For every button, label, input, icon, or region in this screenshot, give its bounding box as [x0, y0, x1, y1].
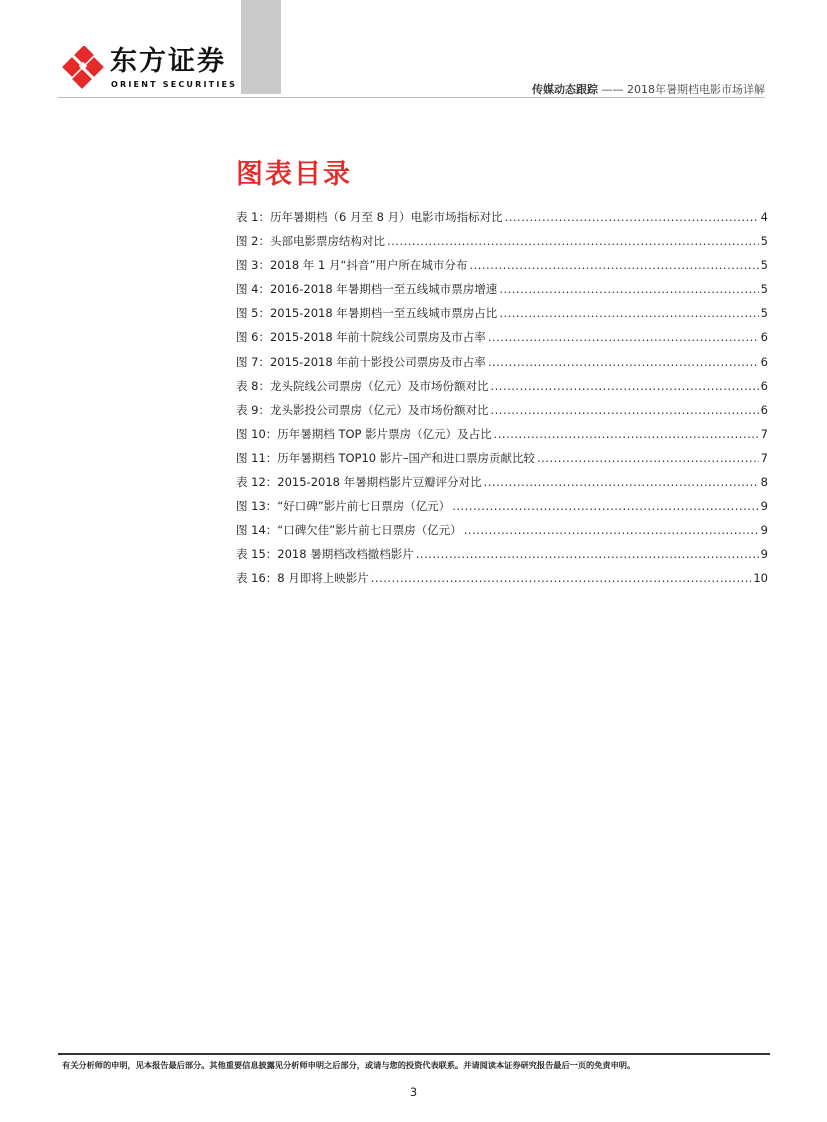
toc-entry-label: 图 6：2015-2018 年前十院线公司票房及市占率 — [236, 330, 486, 345]
toc-entry[interactable] — [236, 378, 768, 402]
header-report-title: 2018年暑期档电影市场详解 — [627, 83, 765, 96]
toc-entry-label: 图 2：头部电影票房结构对比 — [236, 234, 385, 249]
toc-dot-leader — [464, 523, 759, 537]
toc-entry-label: 表 12：2015-2018 年暑期档影片豆瓣评分对比 — [236, 475, 482, 490]
toc-entry[interactable] — [236, 233, 768, 257]
header-separator: —— — [601, 83, 624, 96]
toc-dot-leader — [484, 475, 759, 489]
toc-entry[interactable] — [236, 498, 768, 522]
toc-entry[interactable] — [236, 474, 768, 498]
toc-entry-page: 6 — [760, 330, 768, 345]
header-divider — [58, 97, 765, 98]
toc-entry-label: 表 9：龙头影投公司票房（亿元）及市场份额对比 — [236, 402, 489, 417]
footer-divider — [58, 1053, 770, 1055]
toc-entry-page: 6 — [760, 402, 768, 417]
toc-dot-leader — [499, 306, 758, 320]
footer-disclaimer: 有关分析师的申明，见本报告最后部分。其他重要信息披露见分析师申明之后部分，或请与您的投资代表联系。并请阅读本证券研究报告最后一页的免责申明。 — [62, 1060, 636, 1070]
toc-dot-leader — [469, 258, 758, 272]
toc-entry-page: 5 — [760, 234, 768, 249]
page-number: 3 — [409, 1085, 418, 1099]
toc-entry-label: 表 15：2018 暑期档改档撤档影片 — [236, 547, 414, 562]
toc-entry-label: 表 1：历年暑期档（6 月至 8 月）电影市场指标对比 — [236, 210, 503, 224]
toc-dot-leader — [371, 571, 752, 585]
toc-entry-label: 图 11：历年暑期档 TOP10 影片–国产和进口票房贡献比较 — [236, 450, 535, 465]
toc-dot-leader — [499, 282, 758, 296]
toc-entry[interactable] — [236, 354, 768, 378]
toc-entry-page: 5 — [760, 282, 768, 297]
toc-entry-page: 7 — [760, 450, 768, 465]
toc-entry-label: 表 8：龙头院线公司票房（亿元）及市场份额对比 — [236, 378, 489, 393]
toc-dot-leader — [387, 234, 759, 248]
toc-entry[interactable] — [236, 546, 768, 570]
toc-dot-leader — [488, 355, 759, 369]
toc-entry-page: 5 — [760, 258, 768, 273]
toc-entry-label: 表 16：8 月即将上映影片 — [236, 571, 369, 586]
toc-title: 图表目录 — [236, 159, 352, 190]
toc-entry[interactable] — [236, 305, 768, 329]
toc-dot-leader — [416, 547, 759, 561]
toc-entry-page: 9 — [760, 499, 768, 514]
toc-dot-leader — [488, 330, 759, 344]
toc-entry[interactable] — [236, 450, 768, 474]
toc-entry[interactable] — [236, 426, 768, 450]
toc-entry-page: 10 — [753, 571, 768, 586]
header-gray-bar — [241, 0, 281, 94]
toc-entry[interactable] — [236, 209, 768, 233]
toc-entry-label: 图 4：2016-2018 年暑期档一至五线城市票房增速 — [236, 282, 498, 297]
header-section: 传媒动态跟踪 — [532, 83, 598, 96]
toc-entry-label: 图 7：2015-2018 年前十影投公司票房及市占率 — [236, 354, 486, 369]
toc-entry-page: 9 — [760, 523, 768, 538]
logo-english-name: ORIENT SECURITIES — [111, 80, 238, 89]
toc-entry[interactable] — [236, 402, 768, 426]
toc-entry-page: 7 — [760, 426, 768, 441]
toc-entry-label: 图 10：历年暑期档 TOP 影片票房（亿元）及占比 — [236, 426, 492, 441]
logo-chinese-name: 东方证券 — [110, 46, 226, 77]
toc-entry-page: 9 — [760, 547, 768, 562]
toc-dot-leader — [452, 499, 758, 513]
toc-dot-leader — [505, 210, 759, 224]
toc-entry[interactable] — [236, 522, 768, 546]
toc-entry-page: 6 — [760, 378, 768, 393]
toc-entry-label: 图 14：“口碑欠佳”影片前七日票房（亿元） — [236, 523, 462, 538]
report-header — [532, 81, 765, 97]
toc-dot-leader — [494, 427, 759, 441]
toc-entry-page: 4 — [760, 210, 768, 224]
toc-dot-leader — [490, 379, 758, 393]
toc-entry[interactable] — [236, 570, 768, 594]
toc-entry[interactable] — [236, 281, 768, 305]
toc-entry-page: 6 — [760, 354, 768, 369]
company-logo — [58, 44, 238, 96]
toc-entry-label: 图 3：2018 年 1 月“抖音”用户所在城市分布 — [236, 258, 468, 273]
toc-entry[interactable] — [236, 257, 768, 281]
toc-list — [236, 209, 768, 595]
toc-dot-leader — [490, 403, 758, 417]
toc-dot-leader — [537, 451, 759, 465]
toc-entry-page: 8 — [760, 475, 768, 490]
toc-entry-page: 5 — [760, 306, 768, 321]
orient-logo-icon — [58, 46, 106, 94]
toc-entry-label: 图 5：2015-2018 年暑期档一至五线城市票房占比 — [236, 306, 498, 321]
toc-entry[interactable] — [236, 329, 768, 353]
toc-entry-label: 图 13：“好口碑”影片前七日票房（亿元） — [236, 499, 451, 514]
